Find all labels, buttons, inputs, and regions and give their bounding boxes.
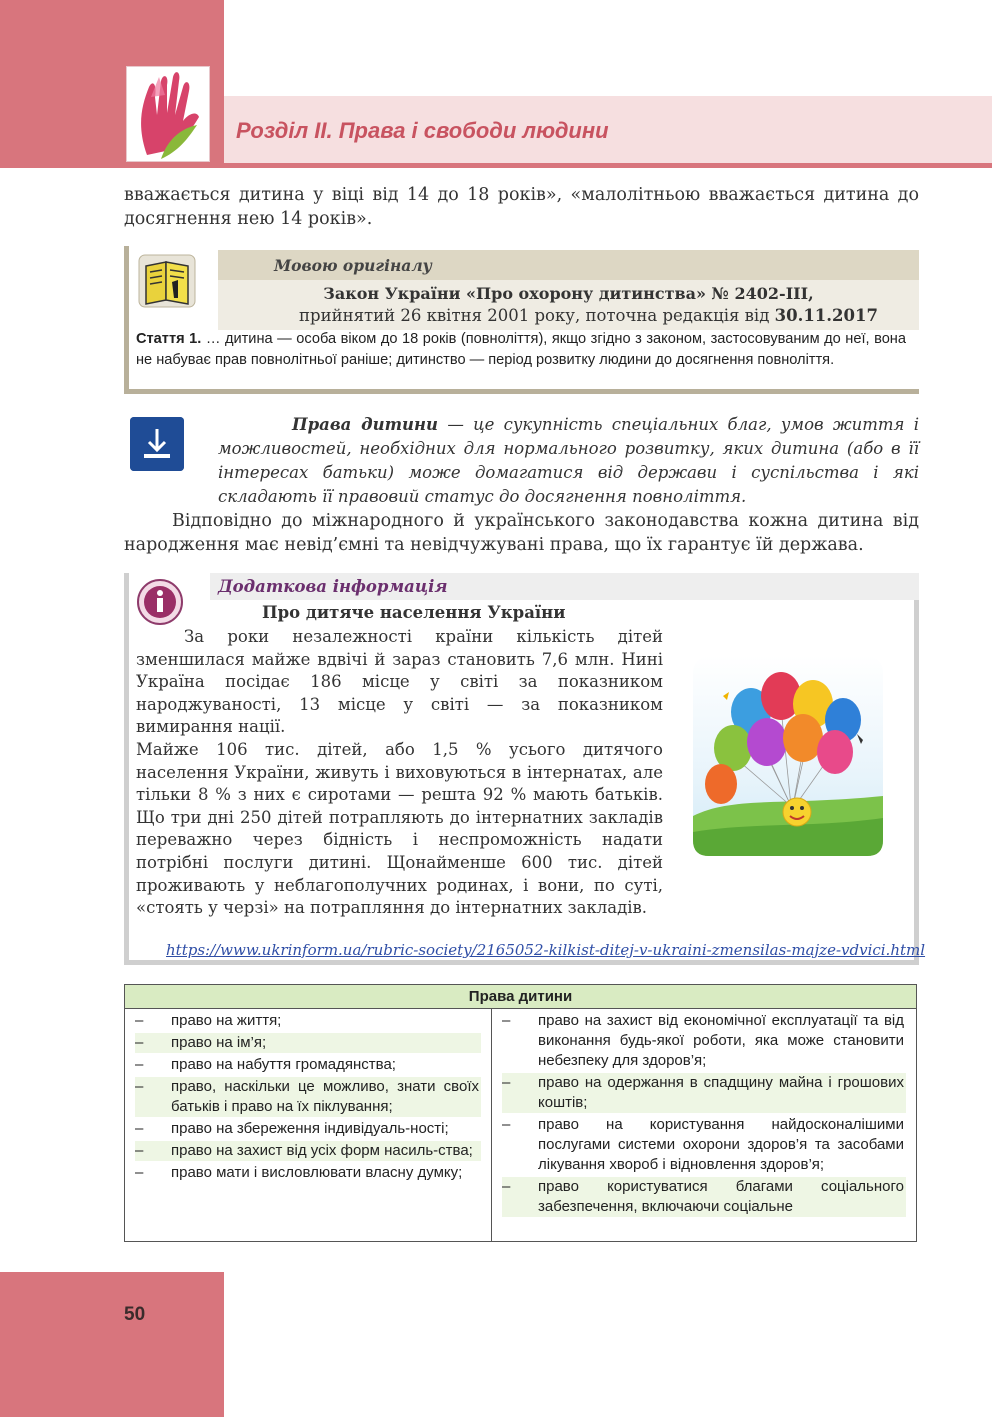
right-text: право на збереження індивідуаль-ності;	[171, 1120, 449, 1137]
rights-column-right	[492, 1009, 916, 1241]
right-text: право, наскільки це можливо, знати своїх батьків і право на їх піклування;	[171, 1078, 479, 1115]
list-dash: –	[135, 1034, 144, 1051]
download-icon	[130, 417, 184, 471]
right-text: право на одержання в спадщину майна і грошових коштів;	[538, 1074, 904, 1111]
list-item	[502, 1073, 906, 1113]
definition-term: Права дитини	[292, 415, 439, 434]
original-heading: Мовою оригіналу	[274, 256, 432, 275]
rights-table	[124, 984, 917, 1242]
right-text: право на захист від усіх форм насиль-ства;	[171, 1142, 473, 1159]
definition-text	[218, 413, 919, 509]
list-dash: –	[135, 1056, 144, 1073]
source-link[interactable]: https://www.ukrinform.ua/rubric-society/2165052-kilkist-ditej-v-ukraini-zmensilas-majze-vdvici.html	[166, 941, 926, 959]
list-item	[502, 1011, 906, 1071]
right-text: право на ім’я;	[171, 1034, 267, 1051]
law-dates-prefix: прийнятий 26 квітня 2001 року, поточна редакція від	[299, 306, 775, 325]
section-title: Розділ ІІ. Права і свободи людини	[236, 118, 609, 143]
list-dash: –	[135, 1120, 144, 1137]
page-number: 50	[124, 1304, 146, 1325]
list-dash: –	[502, 1074, 511, 1091]
balloons-illustration	[693, 656, 883, 856]
list-item	[135, 1119, 481, 1139]
rights-column-left	[125, 1009, 492, 1241]
law-title: Закон України «Про охорону дитинства» № 2402-ІІІ,	[323, 284, 814, 303]
rights-paragraph: Відповідно до міжнародного й українського законодавства кожна дитина від народження має невід’ємні та невідчужувані права, що їх гарантує їй держава.	[124, 511, 919, 555]
list-dash: –	[502, 1178, 511, 1195]
info-text	[136, 626, 663, 920]
list-item	[502, 1115, 906, 1175]
list-dash: –	[502, 1116, 511, 1133]
header-rule	[224, 163, 992, 168]
article-body: … дитина — особа віком до 18 років (повноліття), якщо згідно з законом, застосовуваним до неї, вона не набуває прав повнолітньої раніше; дитинство — період розвитку людини до досягнення повноліття.	[136, 331, 906, 368]
law-dates	[218, 306, 919, 325]
list-item	[135, 1033, 481, 1053]
info-subheading: Про дитяче населення України	[262, 603, 566, 622]
right-text: право користуватися благами соціального забезпечення, включаючи соціальне	[538, 1178, 904, 1215]
list-dash: –	[135, 1078, 144, 1095]
law-revision-date: 30.11.2017	[774, 306, 878, 325]
footer-side-block	[0, 1272, 224, 1417]
book-icon	[138, 254, 196, 308]
list-item	[135, 1141, 481, 1161]
article-label: Стаття 1.	[136, 331, 202, 347]
intro-paragraph: вважається дитина у віці від 14 до 18 років», «малолітньою вважається дитина до досягнення нею 14 років».	[124, 185, 919, 229]
right-text: право на життя;	[171, 1012, 282, 1029]
article-text	[136, 329, 906, 371]
hand-logo-icon	[126, 66, 210, 162]
rights-table-title: Права дитини	[125, 985, 916, 1009]
definition-body: — це сукупність спеціальних благ, умов життя і можливостей, необхідних для нормального розвитку, яких дитина (або в її інтересах батьки) може домагатися від держави і суспільства і які складають її правовий статус до досягнення повноліття.	[218, 415, 920, 506]
list-dash: –	[502, 1012, 511, 1029]
list-dash: –	[135, 1164, 144, 1181]
right-text: право на захист від економічної експлуатації та від виконання будь-якої роботи, яка може становити небезпеку для здоров’я;	[538, 1012, 904, 1069]
info-icon	[136, 578, 184, 626]
info-paragraph-2: Майже 106 тис. дітей, або 1,5 % усього дитячого населення України, живуть і виховуються в інтернатах, але тільки 8 % з них є сиротами — решта 92 % мають батьків. Що три дні 250 дітей потрапляють до інтернатних закладів переважно через бідність і неспроможність надати потрібні послуги дитині. Щонайменше 600 тис. дітей проживають у неблагополучних родинах, і вони, по суті, «стоять у черзі» на потрапляння до інтернатних закладів.	[136, 739, 663, 918]
list-item	[135, 1163, 481, 1183]
list-item	[135, 1011, 481, 1031]
info-heading: Додаткова інформація	[218, 577, 448, 596]
list-item	[135, 1077, 481, 1117]
list-dash: –	[135, 1012, 144, 1029]
list-item	[502, 1177, 906, 1217]
list-dash: –	[135, 1142, 144, 1159]
list-item	[135, 1055, 481, 1075]
right-text: право на набуття громадянства;	[171, 1056, 396, 1073]
right-text: право мати і висловлювати власну думку;	[171, 1164, 463, 1181]
right-text: право на користування найдосконалішими послугами системи охорони здоров’я та засобами лікування хвороб і відновлення здоров’я;	[538, 1116, 904, 1173]
info-paragraph-1: За роки незалежності країни кількість дітей зменшилася майже вдвічі й зараз становить 7,6 млн. Нині Україна посідає 186 місце у світі за показником народжуваності, 13 місце у світі — за показником вимирання нації.	[136, 627, 663, 737]
